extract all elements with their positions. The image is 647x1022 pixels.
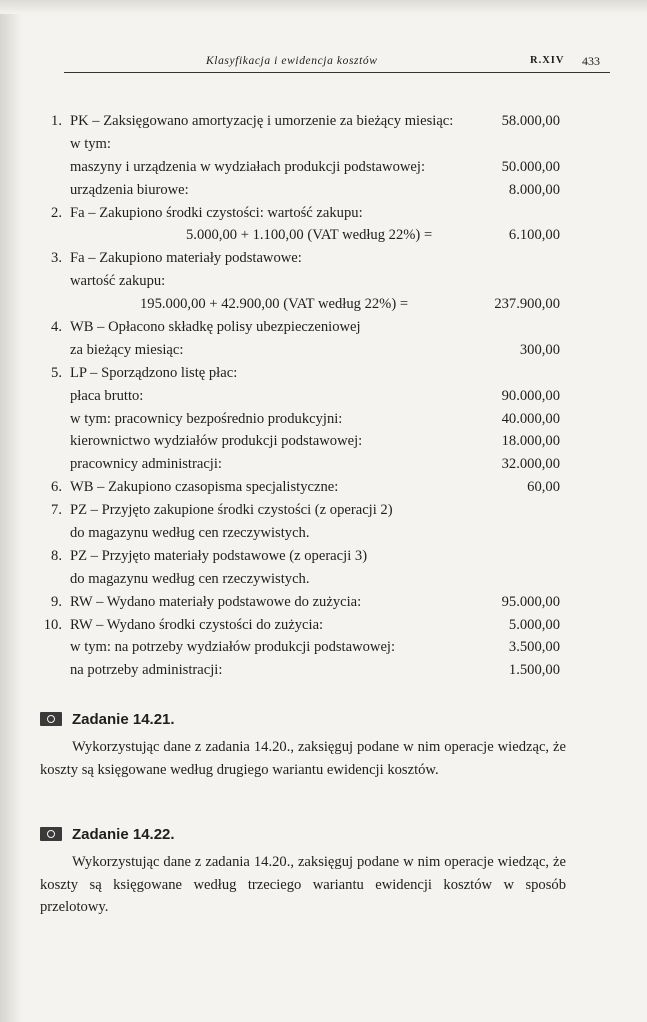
operation-amount: 6.100,00 bbox=[508, 227, 560, 244]
operation-row bbox=[40, 522, 560, 545]
operation-row bbox=[40, 293, 560, 316]
operation-text: Fa – Zakupiono środki czystości: wartość zakupu: bbox=[70, 204, 363, 221]
operation-text: w tym: bbox=[70, 135, 111, 152]
task-icon bbox=[40, 827, 62, 841]
operation-formula: 5.000,00 + 1.100,00 (VAT według 22%) = bbox=[186, 227, 433, 244]
operation-amount: 50.000,00 bbox=[501, 158, 560, 175]
task-title: Zadanie 14.21. bbox=[72, 710, 175, 728]
page-gutter-shadow bbox=[0, 0, 22, 1022]
operation-row bbox=[40, 339, 560, 362]
operation-row bbox=[40, 156, 560, 179]
operation-row bbox=[40, 202, 560, 225]
operation-amount: 32.000,00 bbox=[501, 456, 560, 473]
page-top-shadow bbox=[0, 0, 647, 14]
operation-text: pracownicy administracji: bbox=[70, 456, 222, 473]
running-title: Klasyfikacja i ewidencja kosztów bbox=[206, 55, 378, 67]
operation-row bbox=[40, 133, 560, 156]
operation-row bbox=[40, 316, 560, 339]
operation-text: WB – Zakupiono czasopisma specjalistyczne: bbox=[70, 479, 339, 496]
operation-text: na potrzeby administracji: bbox=[70, 662, 223, 679]
operation-row bbox=[40, 110, 560, 133]
operation-amount: 18.000,00 bbox=[501, 433, 560, 450]
operation-amount: 300,00 bbox=[519, 341, 560, 358]
operation-row bbox=[40, 247, 560, 270]
operation-number: 4. bbox=[51, 319, 62, 336]
operation-text: za bieżący miesiąc: bbox=[70, 341, 184, 358]
operation-amount: 40.000,00 bbox=[501, 410, 560, 427]
operation-number: 3. bbox=[51, 250, 62, 267]
operation-row bbox=[40, 385, 560, 408]
operation-text: WB – Opłacono składkę polisy ubezpieczeniowej bbox=[70, 319, 361, 336]
operation-number: 9. bbox=[51, 593, 62, 610]
operation-row bbox=[40, 636, 560, 659]
operation-text: maszyny i urządzenia w wydziałach produkcji podstawowej: bbox=[70, 158, 425, 175]
operations-list bbox=[40, 110, 560, 682]
operation-amount: 95.000,00 bbox=[501, 593, 560, 610]
chapter-label: R.XIV bbox=[530, 55, 565, 66]
task-icon bbox=[40, 712, 62, 726]
operation-amount: 8.000,00 bbox=[508, 181, 560, 198]
operation-text: wartość zakupu: bbox=[70, 273, 166, 290]
running-header bbox=[64, 52, 610, 72]
operation-number: 5. bbox=[51, 364, 62, 381]
operation-row bbox=[40, 224, 560, 247]
operation-row bbox=[40, 476, 560, 499]
operation-number: 2. bbox=[51, 204, 62, 221]
operation-row bbox=[40, 270, 560, 293]
operation-text: PZ – Przyjęto materiały podstawowe (z operacji 3) bbox=[70, 547, 368, 564]
task-text: Wykorzystując dane z zadania 14.20., zaksięguj podane w nim operacje wiedząc, że koszty są księgowane według drugiego wariantu ewidencji kosztów. bbox=[40, 739, 566, 778]
operation-text: PK – Zaksięgowano amortyzację i umorzenie za bieżący miesiąc: bbox=[70, 113, 454, 129]
operation-amount: 90.000,00 bbox=[501, 387, 560, 404]
operation-text: w tym: na potrzeby wydziałów produkcji podstawowej: bbox=[70, 639, 396, 656]
task-14-21 bbox=[40, 708, 566, 781]
task-title: Zadanie 14.22. bbox=[72, 825, 175, 843]
operation-row bbox=[40, 453, 560, 476]
operation-text: do magazynu według cen rzeczywistych. bbox=[70, 525, 310, 542]
operation-row bbox=[40, 362, 560, 385]
operation-number: 8. bbox=[51, 547, 62, 564]
operation-number: 7. bbox=[51, 502, 62, 519]
operation-text: urządzenia biurowe: bbox=[70, 181, 189, 198]
operation-text: PZ – Przyjęto zakupione środki czystości (z operacji 2) bbox=[70, 502, 393, 519]
operation-text: do magazynu według cen rzeczywistych. bbox=[70, 570, 310, 587]
operation-amount: 237.900,00 bbox=[494, 296, 560, 313]
operation-row bbox=[40, 614, 560, 637]
task-14-22 bbox=[40, 823, 566, 919]
operation-row bbox=[40, 659, 560, 682]
header-rule bbox=[64, 72, 610, 73]
operation-row bbox=[40, 179, 560, 202]
operation-amount: 3.500,00 bbox=[508, 639, 560, 656]
operation-text: płaca brutto: bbox=[70, 387, 144, 404]
operation-text: w tym: pracownicy bezpośrednio produkcyjni: bbox=[70, 410, 343, 427]
operation-row bbox=[40, 591, 560, 614]
operation-row bbox=[40, 408, 560, 431]
operation-row bbox=[40, 545, 560, 568]
operation-text: RW – Wydano środki czystości do zużycia: bbox=[70, 616, 324, 633]
operation-amount: 1.500,00 bbox=[508, 662, 560, 679]
operation-row bbox=[40, 430, 560, 453]
operation-amount: 60,00 bbox=[527, 479, 560, 496]
operation-row bbox=[40, 568, 560, 591]
operation-text: LP – Sporządzono listę płac: bbox=[70, 364, 238, 381]
operation-number: 1. bbox=[51, 113, 62, 129]
operation-text: kierownictwo wydziałów produkcji podstawowej: bbox=[70, 433, 363, 450]
operation-amount: 5.000,00 bbox=[508, 616, 560, 633]
operation-number: 10. bbox=[43, 616, 62, 633]
page-number: 433 bbox=[582, 54, 600, 68]
operation-formula: 195.000,00 + 42.900,00 (VAT według 22%) = bbox=[140, 296, 409, 313]
task-text: Wykorzystując dane z zadania 14.20., zaksięguj podane w nim operacje wiedząc, że koszty są księgowane według trzeciego wariantu ewidencji kosztów w sposób przelotowy. bbox=[40, 854, 566, 915]
operation-text: Fa – Zakupiono materiały podstawowe: bbox=[70, 250, 302, 267]
operation-amount: 58.000,00 bbox=[501, 113, 560, 129]
operation-number: 6. bbox=[51, 479, 62, 496]
operation-row bbox=[40, 499, 560, 522]
operation-text: RW – Wydano materiały podstawowe do zużycia: bbox=[70, 593, 362, 610]
